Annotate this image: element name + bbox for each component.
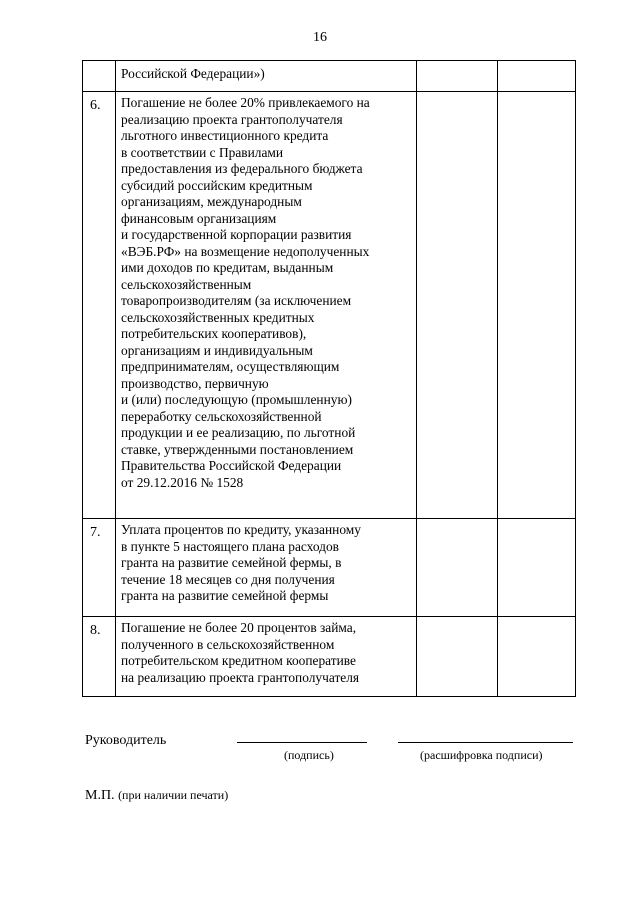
- row-description: Погашение не более 20 процентов займа, полученного в сельскохозяйственном потребительском кредитном кооперативе на реализацию проекта грантополучателя: [121, 620, 360, 685]
- row-number-cell: 7.: [83, 519, 116, 617]
- signature-line: [237, 742, 367, 743]
- signature-caption: (подпись): [284, 748, 334, 762]
- empty-cell: [417, 92, 498, 519]
- row-description-cell: [116, 617, 417, 697]
- page-number: 16: [313, 30, 327, 45]
- signature-title: Руководитель: [85, 733, 167, 748]
- row-description: Уплата процентов по кредиту, указанному в пункте 5 настоящего плана расходов гранта на развитие семейной фермы, в течение 18 месяцев со дня получения гранта на развитие семейной фермы: [121, 522, 361, 603]
- table-row: [83, 61, 576, 92]
- signature-block: [85, 733, 585, 773]
- empty-cell: [498, 617, 576, 697]
- row-number-cell: [83, 61, 116, 92]
- stamp-note: (при наличии печати): [118, 788, 229, 802]
- empty-cell: [417, 519, 498, 617]
- table-row: [83, 617, 576, 697]
- row-description-cell: [116, 92, 417, 519]
- empty-cell: [417, 617, 498, 697]
- signature-decoding-line: [398, 742, 573, 743]
- empty-cell: [498, 519, 576, 617]
- stamp-label: М.П.: [85, 788, 115, 803]
- signature-decoding-caption: (расшифровка подписи): [420, 748, 543, 762]
- row-number-cell: 8.: [83, 617, 116, 697]
- empty-cell: [498, 61, 576, 92]
- table-row: [83, 92, 576, 519]
- empty-cell: [498, 92, 576, 519]
- row-description-cell: [116, 61, 417, 92]
- table-row: [83, 519, 576, 617]
- row-description: Российской Федерации»): [121, 66, 265, 81]
- row-number-cell: 6.: [83, 92, 116, 519]
- empty-cell: [417, 61, 498, 92]
- row-description: Погашение не более 20% привлекаемого на реализацию проекта грантополучателя льготного инвестиционного кредита в соответствии с Правилами предоставления из федерального бюджета субсидий российским кредитным организациям, международным финансовым организациям и государственной корпорации развития «ВЭБ.РФ» на возмещение недополученных ими доходов по кредитам, выданным сельскохозяйственным товаропроизводителям (за исключением сельскохозяйственных кредитных потребительских кооперативов), организациям и индивидуальным предпринимателям, осуществляющим производство, первичную и (или) последующую (промышленную) переработку сельскохозяйственной продукции и ее реализацию, по льготной ставке, утвержденными постановлением Правительства Российской Федерации от 29.12.2016 № 1528: [121, 95, 370, 490]
- expense-plan-table: [82, 60, 576, 697]
- stamp-block: [85, 788, 228, 804]
- row-description-cell: [116, 519, 417, 617]
